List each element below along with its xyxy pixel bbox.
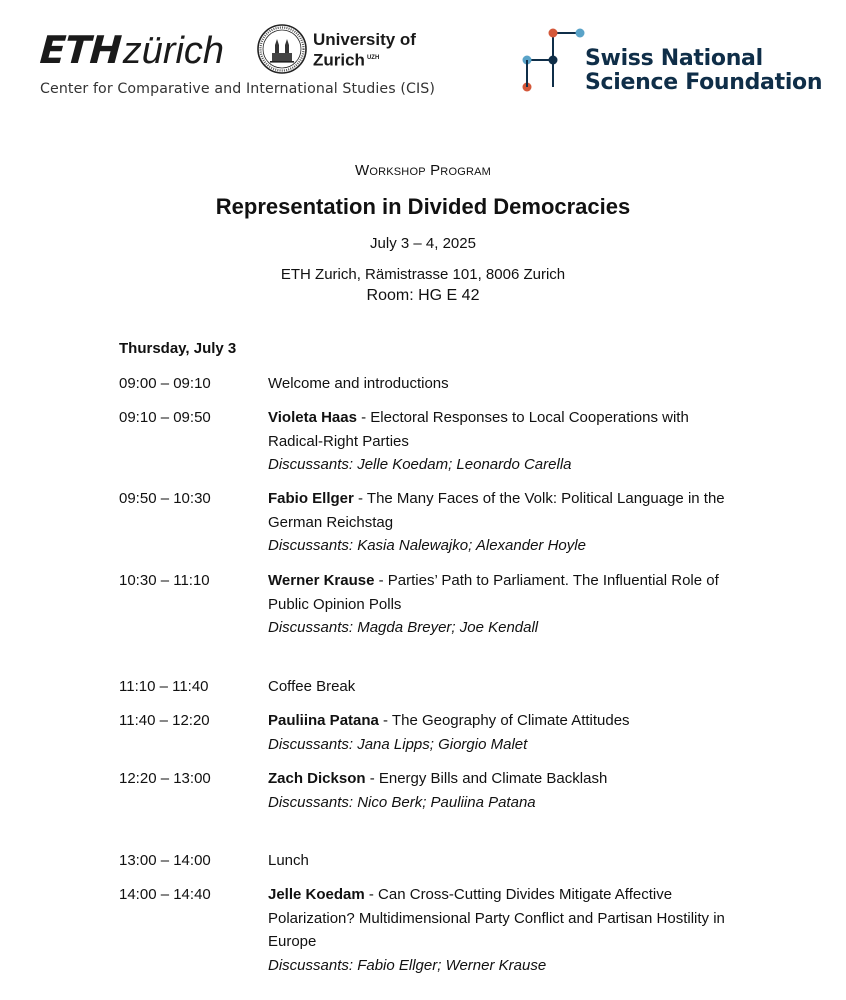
session-time: 09:00 – 09:10 [119, 375, 211, 392]
workshop-dates: July 3 – 4, 2025 [370, 235, 476, 252]
session-body [268, 849, 738, 873]
snsf-wordmark [585, 47, 822, 95]
snsf-network-icon [517, 25, 587, 95]
session-time: 14:00 – 14:40 [119, 886, 211, 903]
snsf-line-1: Swiss National [585, 46, 763, 71]
session-time: 12:20 – 13:00 [119, 770, 211, 787]
session-title: - The Geography of Climate Attitudes [378, 712, 630, 729]
session-body [268, 569, 738, 640]
eth-logo-bold: ETH [38, 28, 123, 72]
workshop-title: Representation in Divided Democracies [215, 194, 631, 219]
session-time: 11:10 – 11:40 [119, 678, 209, 695]
session-body [268, 709, 738, 756]
cis-subtitle: Center for Comparative and International Studies (CIS) [40, 81, 436, 97]
uzh-line-2 [313, 49, 416, 70]
uzh-name: Zurich [313, 50, 365, 70]
session-speaker: Zach Dickson [268, 770, 366, 787]
session-discussants: Discussants: Magda Breyer; Joe Kendall [268, 619, 539, 636]
session-title: - Parties’ Path to Parliament. The Influential Role of Public Opinion Polls [268, 572, 719, 613]
session-speaker: Pauliina Patana [268, 712, 379, 729]
eth-logo-light: zürich [122, 30, 225, 72]
uzh-superscript: UZH [366, 55, 380, 61]
uzh-seal-icon [256, 23, 308, 75]
session-discussants: Discussants: Fabio Ellger; Werner Krause [268, 956, 547, 974]
workshop-room: Room: HG E 42 [366, 287, 480, 304]
session-time: 10:30 – 11:10 [119, 572, 210, 589]
session-title: - Energy Bills and Climate Backlash [365, 770, 608, 787]
session-time: 09:10 – 09:50 [119, 409, 211, 426]
session-title: - Electoral Responses to Local Cooperations with Radical-Right Parties [268, 409, 689, 450]
session-title: Lunch [268, 852, 309, 869]
session-speaker: Fabio Ellger [268, 490, 354, 507]
session-time: 11:40 – 12:20 [119, 712, 210, 729]
session-discussants: Discussants: Jelle Koedam; Leonardo Carella [268, 456, 572, 473]
session-body [268, 675, 738, 699]
session-time: 13:00 – 14:00 [119, 852, 211, 869]
session-title: - The Many Faces of the Volk: Political Language in the German Reichstag [268, 490, 725, 531]
uzh-wordmark [313, 30, 416, 70]
session-body [268, 883, 738, 977]
snsf-line-2: Science Foundation [585, 70, 823, 95]
session-speaker: Jelle Koedam [268, 886, 365, 903]
session-title: - Can Cross-Cutting Divides Mitigate Affective Polarization? Multidimensional Party Conflict and Partisan Hostility in Europe [268, 886, 725, 950]
session-discussants: Discussants: Kasia Nalewajko; Alexander Hoyle [268, 537, 586, 554]
eth-zurich-logo [40, 30, 224, 70]
session-title: Coffee Break [268, 678, 356, 695]
session-body [268, 372, 738, 396]
day-heading: Thursday, July 3 [119, 340, 237, 357]
session-time: 09:50 – 10:30 [119, 490, 211, 507]
session-speaker: Violeta Haas [268, 409, 357, 426]
workshop-program-label: Workshop Program [354, 162, 492, 179]
workshop-venue: ETH Zurich, Rämistrasse 101, 8006 Zurich [280, 266, 566, 283]
session-body [268, 487, 738, 558]
session-discussants: Discussants: Nico Berk; Pauliina Patana [268, 793, 536, 811]
uzh-line-1: University of [313, 30, 416, 49]
session-body [268, 767, 738, 814]
session-title: Welcome and introductions [268, 375, 449, 392]
session-speaker: Werner Krause [268, 572, 375, 589]
session-discussants: Discussants: Jana Lipps; Giorgio Malet [268, 735, 528, 753]
session-body [268, 406, 738, 477]
